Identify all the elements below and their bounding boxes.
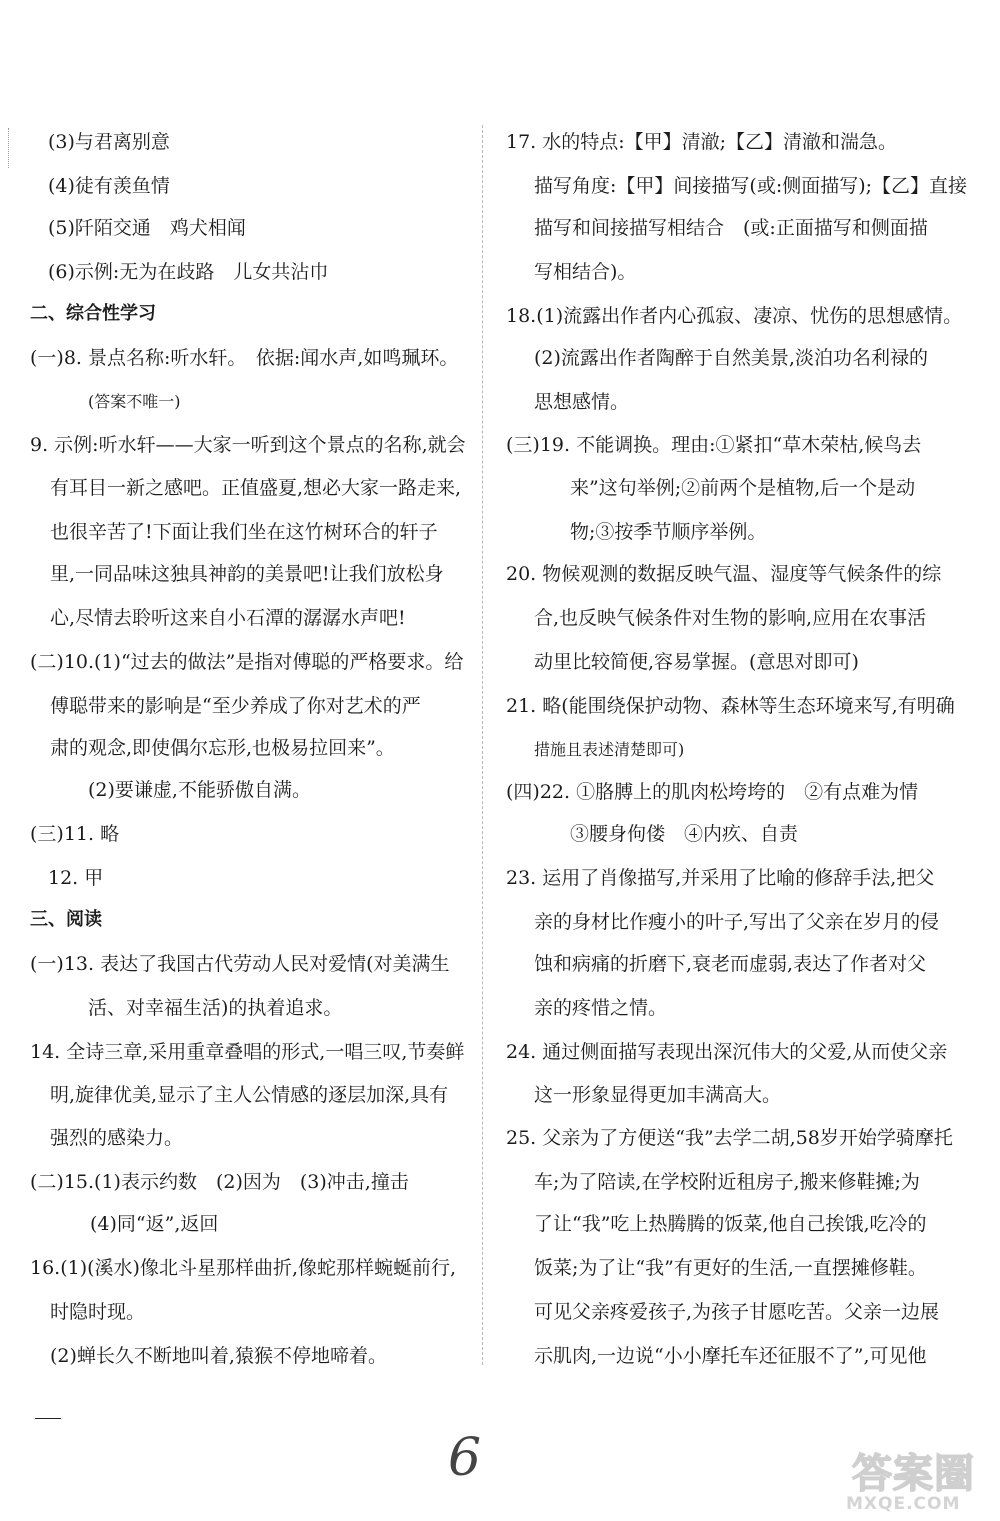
left-line-16: (2)要谦虚,不能骄傲自满。: [88, 779, 311, 801]
left-line-4: (6)示例:无为在歧路 儿女共沾巾: [48, 261, 329, 283]
left-line-1: (3)与君离别意: [48, 131, 170, 153]
left-line-23: 明,旋律优美,显示了主人公情感的逐层加深,具有: [50, 1084, 449, 1106]
right-line-21: 亲的疼惜之情。: [534, 997, 668, 1019]
right-line-22: 24. 通过侧面描写表现出深沉伟大的父爱,从而使父亲: [506, 1041, 948, 1063]
left-line-8: 9. 示例:听水轩——大家一听到这个景点的名称,就会: [30, 434, 466, 456]
left-line-18: 12. 甲: [48, 867, 104, 889]
right-line-9: 来”这句举例;②前两个是植物,后一个是动: [570, 477, 916, 499]
left-line-2: (4)徒有羡鱼情: [48, 175, 170, 197]
left-line-9: 有耳目一新之感吧。正值盛夏,想必大家一路走来,: [50, 477, 462, 499]
left-line-27: 16.(1)(溪水)像北斗星那样曲折,像蛇那样蜿蜒前行,: [30, 1257, 457, 1279]
section-heading-reading: 三、阅读: [30, 909, 102, 930]
footer-rule: [35, 1418, 61, 1419]
right-line-27: 饭菜;为了让“我”有更好的生活,一直摆摊修鞋。: [534, 1257, 927, 1279]
column-divider: [482, 125, 483, 1365]
right-line-14: 21. 略(能围绕保护动物、森林等生态环境来写,有明确: [506, 695, 955, 717]
left-line-14: 傅聪带来的影响是“至少养成了你对艺术的严: [50, 695, 421, 717]
left-line-25: (二)15.(1)表示约数 (2)因为 (3)冲击,撞击: [30, 1171, 409, 1193]
right-line-25: 车;为了陪读,在学校附近租房子,搬来修鞋摊;为: [534, 1171, 920, 1193]
right-line-24: 25. 父亲为了方便送“我”去学二胡,58岁开始学骑摩托: [506, 1127, 953, 1149]
left-line-7: (答案不唯一): [88, 392, 181, 411]
left-line-10: 也很辛苦了!下面让我们坐在这竹树环合的轩子: [50, 521, 438, 543]
right-line-16: (四)22. ①胳膊上的肌肉松垮垮的 ②有点难为情: [506, 781, 919, 803]
left-line-3: (5)阡陌交通 鸡犬相闻: [48, 217, 246, 239]
right-line-20: 蚀和病痛的折磨下,衰老而虚弱,表达了作者对父: [534, 953, 927, 975]
left-line-20: (一)13. 表达了我国古代劳动人民对爱情(对美满生: [30, 953, 450, 975]
section-heading-comprehensive: 二、综合性学习: [30, 303, 156, 324]
page-number: 6: [448, 1428, 482, 1488]
right-line-7: 思想感情。: [534, 391, 630, 413]
right-line-3: 描写和间接描写相结合 (或:正面描写和侧面描: [534, 217, 928, 239]
right-line-4: 写相结合)。: [534, 261, 637, 283]
right-line-12: 合,也反映气候条件对生物的影响,应用在农事活: [534, 607, 927, 629]
right-line-17: ③腰身佝偻 ④内疚、自责: [570, 823, 799, 845]
left-line-6: (一)8. 景点名称:听水轩。 依据:闻水声,如鸣珮环。: [30, 347, 459, 369]
right-line-15: 措施且表述清楚即可): [534, 740, 685, 759]
left-line-15: 肃的观念,即使偶尔忘形,也极易拉回来”。: [50, 737, 395, 759]
left-line-17: (三)11. 略: [30, 823, 120, 845]
right-line-1: 17. 水的特点:【甲】清澈;【乙】清澈和湍急。: [506, 131, 898, 153]
right-line-29: 示肌肉,一边说“小小摩托车还征服不了”,可见他: [534, 1345, 927, 1367]
right-line-11: 20. 物候观测的数据反映气温、湿度等气候条件的综: [506, 563, 942, 585]
right-line-18: 23. 运用了肖像描写,并采用了比喻的修辞手法,把父: [506, 867, 935, 889]
right-line-19: 亲的身材比作瘦小的叶子,写出了父亲在岁月的侵: [534, 911, 940, 933]
left-line-12: 心,尽情去聆听这来自小石潭的潺潺水声吧!: [50, 607, 406, 629]
left-line-28: 时隐时现。: [50, 1301, 146, 1323]
left-line-21: 活、对幸福生活)的执着追求。: [88, 997, 343, 1019]
right-line-8: (三)19. 不能调换。理由:①紧扣“草木荣枯,候鸟去: [506, 434, 922, 456]
right-line-6: (2)流露出作者陶醉于自然美景,淡泊功名利禄的: [534, 347, 928, 369]
right-line-28: 可见父亲疼爱孩子,为孩子甘愿吃苦。父亲一边展: [534, 1301, 940, 1323]
right-line-13: 动里比较简便,容易掌握。(意思对即可): [534, 651, 859, 673]
right-line-5: 18.(1)流露出作者内心孤寂、凄凉、忧伤的思想感情。: [506, 305, 963, 327]
watermark-url: MXQE.COM: [846, 1494, 961, 1514]
right-line-26: 了让“我”吃上热腾腾的饭菜,他自己挨饿,吃冷的: [534, 1213, 927, 1235]
watermark-logo: 答案圈: [852, 1451, 975, 1497]
left-line-26: (4)同“返”,返回: [90, 1213, 219, 1235]
right-line-10: 物;③按季节顺序举例。: [570, 521, 767, 543]
margin-dots: [8, 128, 9, 168]
right-line-2: 描写角度:【甲】间接描写(或:侧面描写);【乙】直接: [534, 175, 968, 197]
left-line-13: (二)10.(1)“过去的做法”是指对傅聪的严格要求。给: [30, 651, 464, 673]
left-line-29: (2)蝉长久不断地叫着,猿猴不停地啼着。: [50, 1345, 387, 1367]
left-line-11: 里,一同品味这独具神韵的美景吧!让我们放松身: [50, 563, 444, 585]
right-line-23: 这一形象显得更加丰满高大。: [534, 1084, 782, 1106]
left-line-24: 强烈的感染力。: [50, 1127, 184, 1149]
left-line-22: 14. 全诗三章,采用重章叠唱的形式,一唱三叹,节奏鲜: [30, 1041, 465, 1063]
